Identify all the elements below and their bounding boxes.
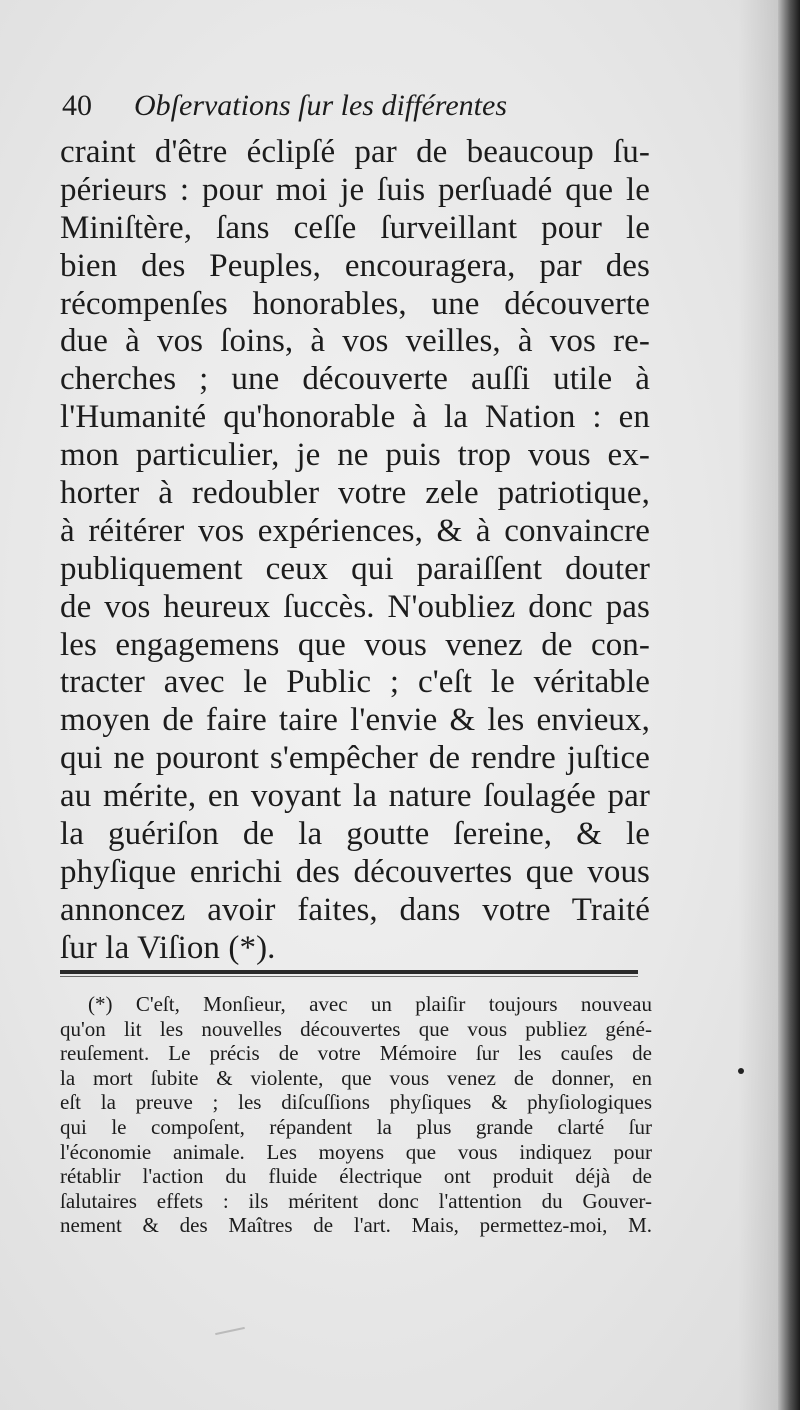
- body-line: ſur la Viſion (*).: [60, 929, 276, 966]
- footnote-line: reuſement. Le précis de votre Mémoire ſur les cauſes de: [60, 1041, 652, 1066]
- body-line: craint d'être éclipſé par de beaucoup ſu-: [60, 134, 650, 170]
- footnote-line: l'économie animale. Les moyens que vous indiquez pour: [60, 1139, 652, 1164]
- body-line: à réitérer vos expériences, & à convaincre: [60, 512, 650, 549]
- body-line: l'Humanité qu'honorable à la Nation : en: [60, 399, 650, 436]
- paper-mark: [215, 1327, 245, 1335]
- footnote-line: la mort ſubite & violente, que vous venez de donner, en: [60, 1065, 652, 1090]
- footnote-line: rétablir l'action du fluide électrique ont produit déjà de: [60, 1164, 652, 1189]
- body-line: tracter avec le Public ; c'eſt le véritable: [60, 664, 650, 701]
- footnote-line: nement & des Maîtres de l'art. Mais, permettez-moi, M.: [60, 1213, 652, 1238]
- ink-speck: [738, 1068, 744, 1074]
- body-line: qui ne pouront s'empêcher de rendre juſtice: [60, 740, 650, 777]
- body-line: due à vos ſoins, à vos veilles, à vos re-: [60, 323, 650, 360]
- footnote-line: ſalutaires effets : ils méritent donc l'attention du Gouver-: [60, 1188, 652, 1213]
- page-number: 40: [62, 89, 92, 122]
- body-line: les engagemens que vous venez de con-: [60, 626, 650, 663]
- body-line: publiquement ceux qui paraiſſent douter: [60, 550, 650, 587]
- footnote-rule-thin: [60, 976, 638, 977]
- footnote-rule: [60, 970, 638, 974]
- body-line: la guériſon de la goutte ſereine, & le: [60, 816, 650, 853]
- body-text: [60, 134, 650, 968]
- body-line: mon particulier, je ne puis trop vous ex-: [60, 437, 650, 474]
- body-line: périeurs : pour moi je ſuis perſuadé que le: [60, 171, 650, 208]
- body-line: bien des Peuples, encouragera, par des: [60, 247, 650, 284]
- body-line: horter à redoubler votre zele patriotique,: [60, 475, 650, 512]
- body-line: au mérite, en voyant la nature ſoulagée par: [60, 778, 650, 815]
- binding-edge: [778, 0, 800, 1410]
- body-line: cherches ; une découverte auſſi utile à: [60, 361, 650, 398]
- body-line: phyſique enrichi des découvertes que vous: [60, 853, 650, 890]
- running-title: Obſervations ſur les différentes: [134, 89, 508, 122]
- body-line: de vos heureux ſuccès. N'oubliez donc pas: [60, 588, 650, 625]
- footnote-line: qu'on lit les nouvelles découvertes que vous publiez géné-: [60, 1016, 652, 1041]
- binding-shadow: [738, 0, 778, 1410]
- running-head: [62, 84, 682, 128]
- footnote-line: qui le compoſent, répandent la plus grande clarté ſur: [60, 1114, 652, 1139]
- body-line: annoncez avoir faites, dans votre Traité: [60, 891, 650, 928]
- body-line: récompenſes honorables, une découverte: [60, 285, 650, 322]
- footnote-line: eſt la preuve ; les diſcuſſions phyſiques & phyſiologiques: [60, 1090, 652, 1115]
- footnote-line: (*) C'eſt, Monſieur, avec un plaiſir toujours nouveau: [88, 992, 652, 1016]
- body-line: Miniſtère, ſans ceſſe ſurveillant pour le: [60, 209, 650, 246]
- footnote: [60, 992, 652, 1238]
- body-line: moyen de faire taire l'envie & les envieux,: [60, 702, 650, 739]
